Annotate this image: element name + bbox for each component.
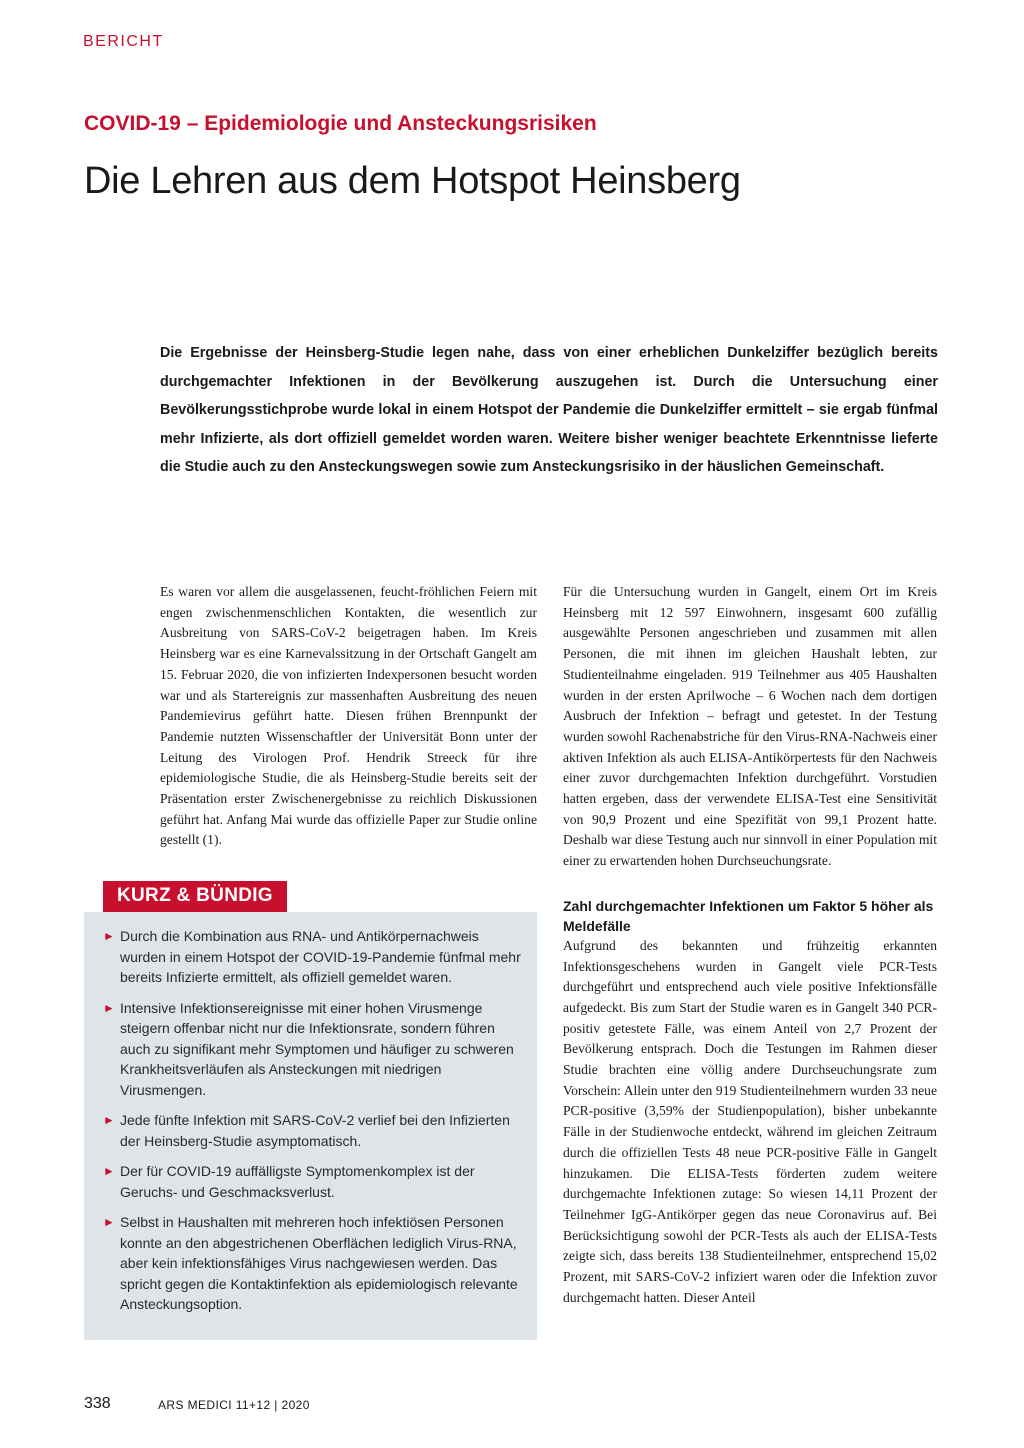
- summary-item-text: Durch die Kombination aus RNA- und Antikörpernachweis wurden in einem Hotspot der COVID-19-Pandemie fünfmal mehr bereits Infizierte ermittelt, als offiziell gemeldet waren.: [120, 928, 521, 985]
- summary-list: [103, 926, 528, 1325]
- study-design-paragraph: Für die Untersuchung wurden in Gangelt, einem Ort im Kreis Heinsberg mit 12 597 Einwohnern, insgesamt 600 zufällig ausgewählte Personen angeschrieben und zusammen mit allen Personen, die mit ihnen im gleichen Haushalt lebten, zur Studienteilnahme eingeladen. 919 Teilnehmer aus 405 Haushalten wurden in der ersten Aprilwoche – 6 Wochen nach dem dortigen Ausbruch der Infektion – befragt und getestet. In der Testung wurden sowohl Rachenabstriche für den Virus-RNA-Nachweis einer aktiven Infektion als auch ELISA-Antikörpertests für den Nachweis einer zuvor durchgemachten Infektion durchgeführt. Vorstudien hatten ergeben, dass der verwendete ELISA-Test eine Sensitivität von 90,9 Prozent und eine Spezifität von 99,1 Prozent hatte. Deshalb war diese Testung auch nur sinnvoll in einer Population mit einer zu erwartenden hohen Durchseuchungsrate.: [563, 584, 937, 869]
- summary-item: [103, 1110, 528, 1151]
- summary-item-text: Intensive Infektionsereignisse mit einer hohen Virusmenge steigern offenbar nicht nur die Infektionsrate, sondern führen auch zu signifikant mehr Symptomen und häufiger zu schweren Krankheitsverläufen als Ansteckungen mit niedrigen Virusmengen.: [120, 999, 514, 1098]
- summary-item: [103, 1161, 528, 1202]
- results-paragraph: Aufgrund des bekannten und frühzeitig erkannten Infektionsgeschehens wurden in Gangelt viele PCR-Tests durchgeführt und entsprechend auch viele positive Infektionsfälle aufgedeckt. Bis zum Start der Studie waren es in Gangelt 340 PCR-positiv getestete Fälle, was einem Anteil von 2,7 Prozent der Bevölkerung entsprach. Doch die Testungen im Rahmen dieser Studie brachten eine völlig andere Durchseuchungsrate zum Vorschein: Allein unter den 919 Studienteilnehmern wurden 33 neue PCR-positive (3,59% der Studienpopulation), bisher unbekannte Fälle in der Studienwoche entdeckt, während im gleichen Zeitraum durch die offiziellen Tests 48 neue PCR-positive Fälle in Gangelt hinzukamen. Die ELISA-Tests förderten zudem weitere durchgemachte Infektionen zutage: So wiesen 14,11 Prozent der Teilnehmer IgG-Antikörper gegen das neue Coronavirus auf. Bei Berücksichtigung sowohl der PCR-Tests als auch der ELISA-Tests zeigte sich, dass bereits 138 Studienteilnehmer, entsprechend 15,02 Prozent, mit SARS-CoV-2 infiziert waren oder die Infektion zuvor durchgemacht hatten. Dieser Anteil: [563, 937, 937, 1305]
- summary-box-title: KURZ & BÜNDIG: [103, 881, 287, 912]
- left-column: [160, 582, 537, 851]
- bullet-arrow-icon: ►: [103, 929, 115, 943]
- summary-item-text: Jede fünfte Infektion mit SARS-CoV-2 verlief bei den Infizierten der Heinsberg-Studie asymptomatisch.: [120, 1112, 510, 1149]
- summary-item: [103, 998, 528, 1101]
- article-headline: Die Lehren aus dem Hotspot Heinsberg: [84, 160, 741, 202]
- article-lead: Die Ergebnisse der Heinsberg-Studie legen nahe, dass von einer erheblichen Dunkelziffer bezüglich bereits durchgemachter Infektionen in der Bevölkerung auszugehen ist. Durch die Untersuchung einer Bevölkerungsstichprobe wurde lokal in einem Hotspot der Pandemie die Dunkelziffer ermittelt – sie ergab fünfmal mehr Infizierte, als dort offiziell gemeldet worden waren. Weitere bisher weniger beachtete Erkenntnisse lieferte die Studie auch zu den Ansteckungswegen sowie zum Ansteckungsrisiko in der häuslichen Gemeinschaft.: [160, 345, 938, 475]
- summary-item-text: Der für COVID-19 auffälligste Symptomenkomplex ist der Geruchs- und Geschmacksverlust.: [120, 1163, 475, 1200]
- summary-item: [103, 926, 528, 988]
- right-column: [563, 582, 937, 1309]
- journal-reference: ARS MEDICI 11+12 | 2020: [158, 1398, 310, 1412]
- intro-paragraph: Es waren vor allem die ausgelassenen, feucht-fröhlichen Feiern mit engen zwischenmenschlichen Kontakten, die wesentlich zur Ausbreitung von SARS-CoV-2 beigetragen haben. Im Kreis Heinsberg war es eine Karnevalssitzung in der Ortschaft Gangelt am 15. Februar 2020, die von infizierten Indexpersonen besucht worden war und als Startereignis zur massenhaften Ausbreitung des neuen Pandemievirus geführt hatte. Diesen frühen Brennpunkt der Pandemie nutzten Wissenschaftler der Universität Bonn unter der Leitung des Virologen Prof. Hendrik Streeck für ihre epidemiologische Studie, die als Heinsberg-Studie bereits seit der Präsentation erster Zwischenergebnisse zu reichlich Diskussionen geführt hat. Anfang Mai wurde das offizielle Paper zur Studie online gestellt (1).: [160, 584, 537, 848]
- bullet-arrow-icon: ►: [103, 1000, 115, 1015]
- section-label: BERICHT: [83, 33, 164, 50]
- bullet-arrow-icon: ►: [103, 1164, 115, 1178]
- summary-item: [103, 1212, 528, 1315]
- bullet-arrow-icon: ►: [103, 1215, 115, 1229]
- section-subhead: Zahl durchgemachter Infektionen um Faktor 5 höher als Meldefälle: [563, 897, 934, 934]
- page-number: 338: [84, 1395, 111, 1412]
- article-kicker: COVID-19 – Epidemiologie und Ansteckungsrisiken: [84, 112, 597, 135]
- summary-item-text: Selbst in Haushalten mit mehreren hoch infektiösen Personen konnte an den abgestrichenen Oberflächen lediglich Virus-RNA, aber kein infektionsfähiges Virus nachgewiesen werden. Das spricht gegen die Kontaktinfektion als epidemiologisch relevante Ansteckungsoption.: [120, 1214, 518, 1312]
- bullet-arrow-icon: ►: [103, 1113, 115, 1127]
